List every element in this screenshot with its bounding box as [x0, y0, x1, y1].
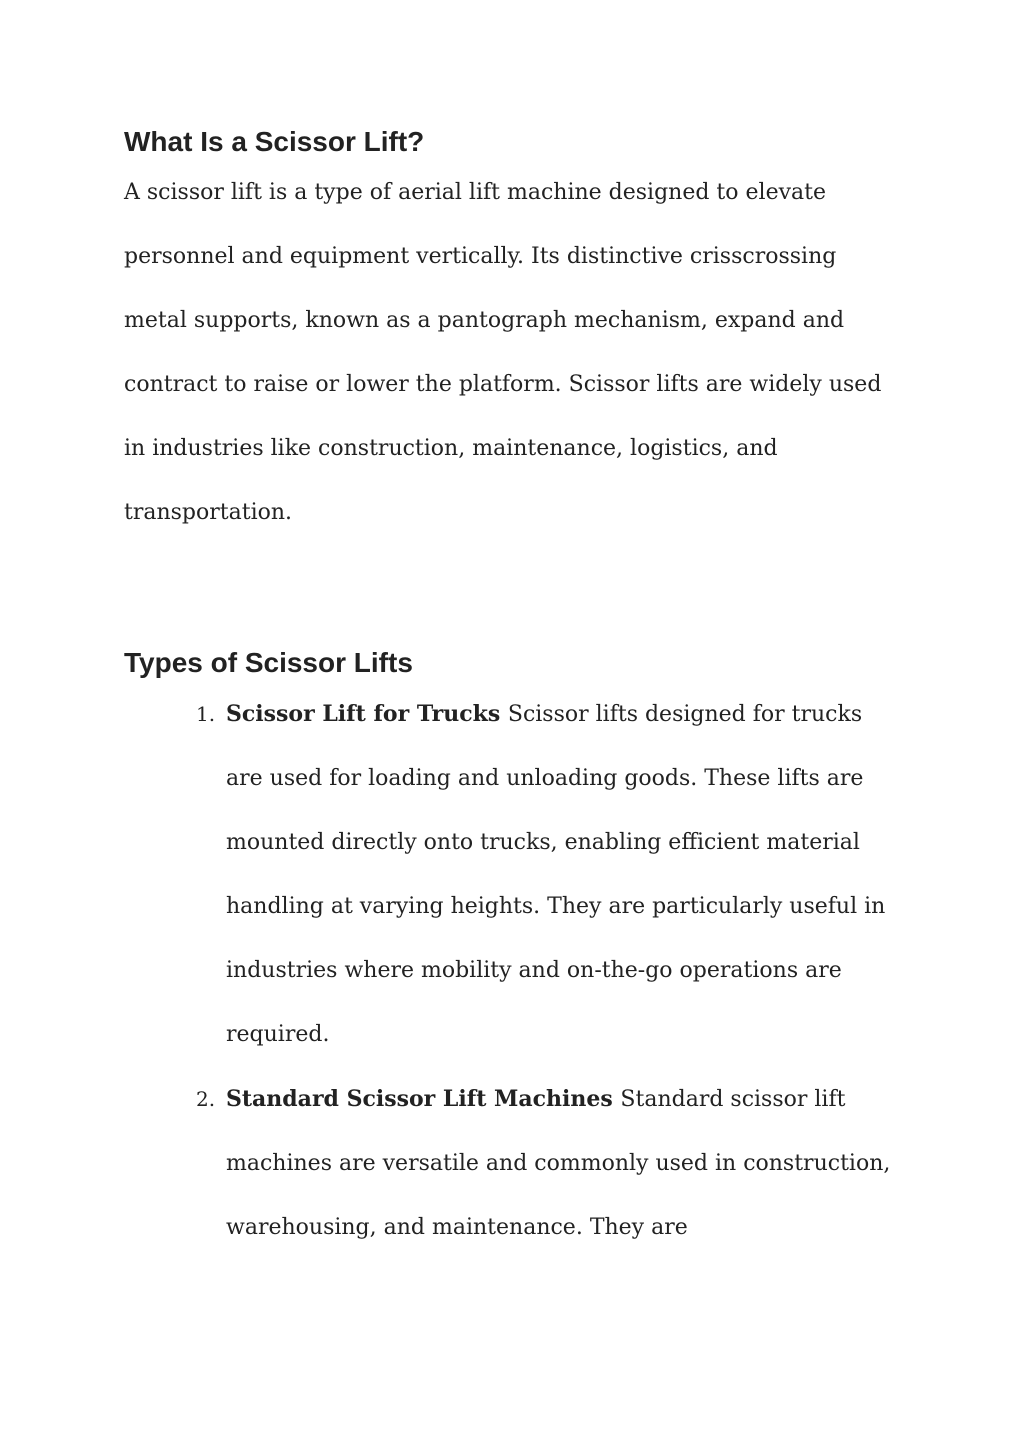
list-item-title: Standard Scissor Lift Machines — [226, 1086, 621, 1112]
list-item-text: Scissor lifts designed for trucks are used for loading and unloading goods. These lifts are mounted directly onto trucks, enabling efficient material handling at varying heights. They are particularly useful in industries where mobility and on-the-go operations are required. — [226, 702, 886, 1047]
list-item-title: Scissor Lift for Trucks — [226, 701, 508, 727]
section-heading-what-is: What Is a Scissor Lift? — [124, 126, 425, 157]
list-item — [124, 682, 894, 1067]
list-item-number: 2. — [196, 1087, 216, 1111]
intro-paragraph: A scissor lift is a type of aerial lift machine designed to elevate personnel and equipment vertically. Its distinctive crisscrossing metal supports, known as a pantograph mechanism, expand and contract to raise or lower the platform. Scissor lifts are widely used in industries like construction, maintenance, logistics, and transportation. — [124, 180, 882, 525]
list-item-number: 1. — [196, 702, 216, 726]
list-item-text: Standard scissor lift machines are versatile and commonly used in construction, warehousing, and maintenance. They are — [226, 1087, 891, 1240]
types-list — [124, 682, 894, 1260]
list-item — [124, 1067, 894, 1260]
section-heading-types: Types of Scissor Lifts — [124, 647, 413, 678]
document-page — [124, 124, 894, 1260]
